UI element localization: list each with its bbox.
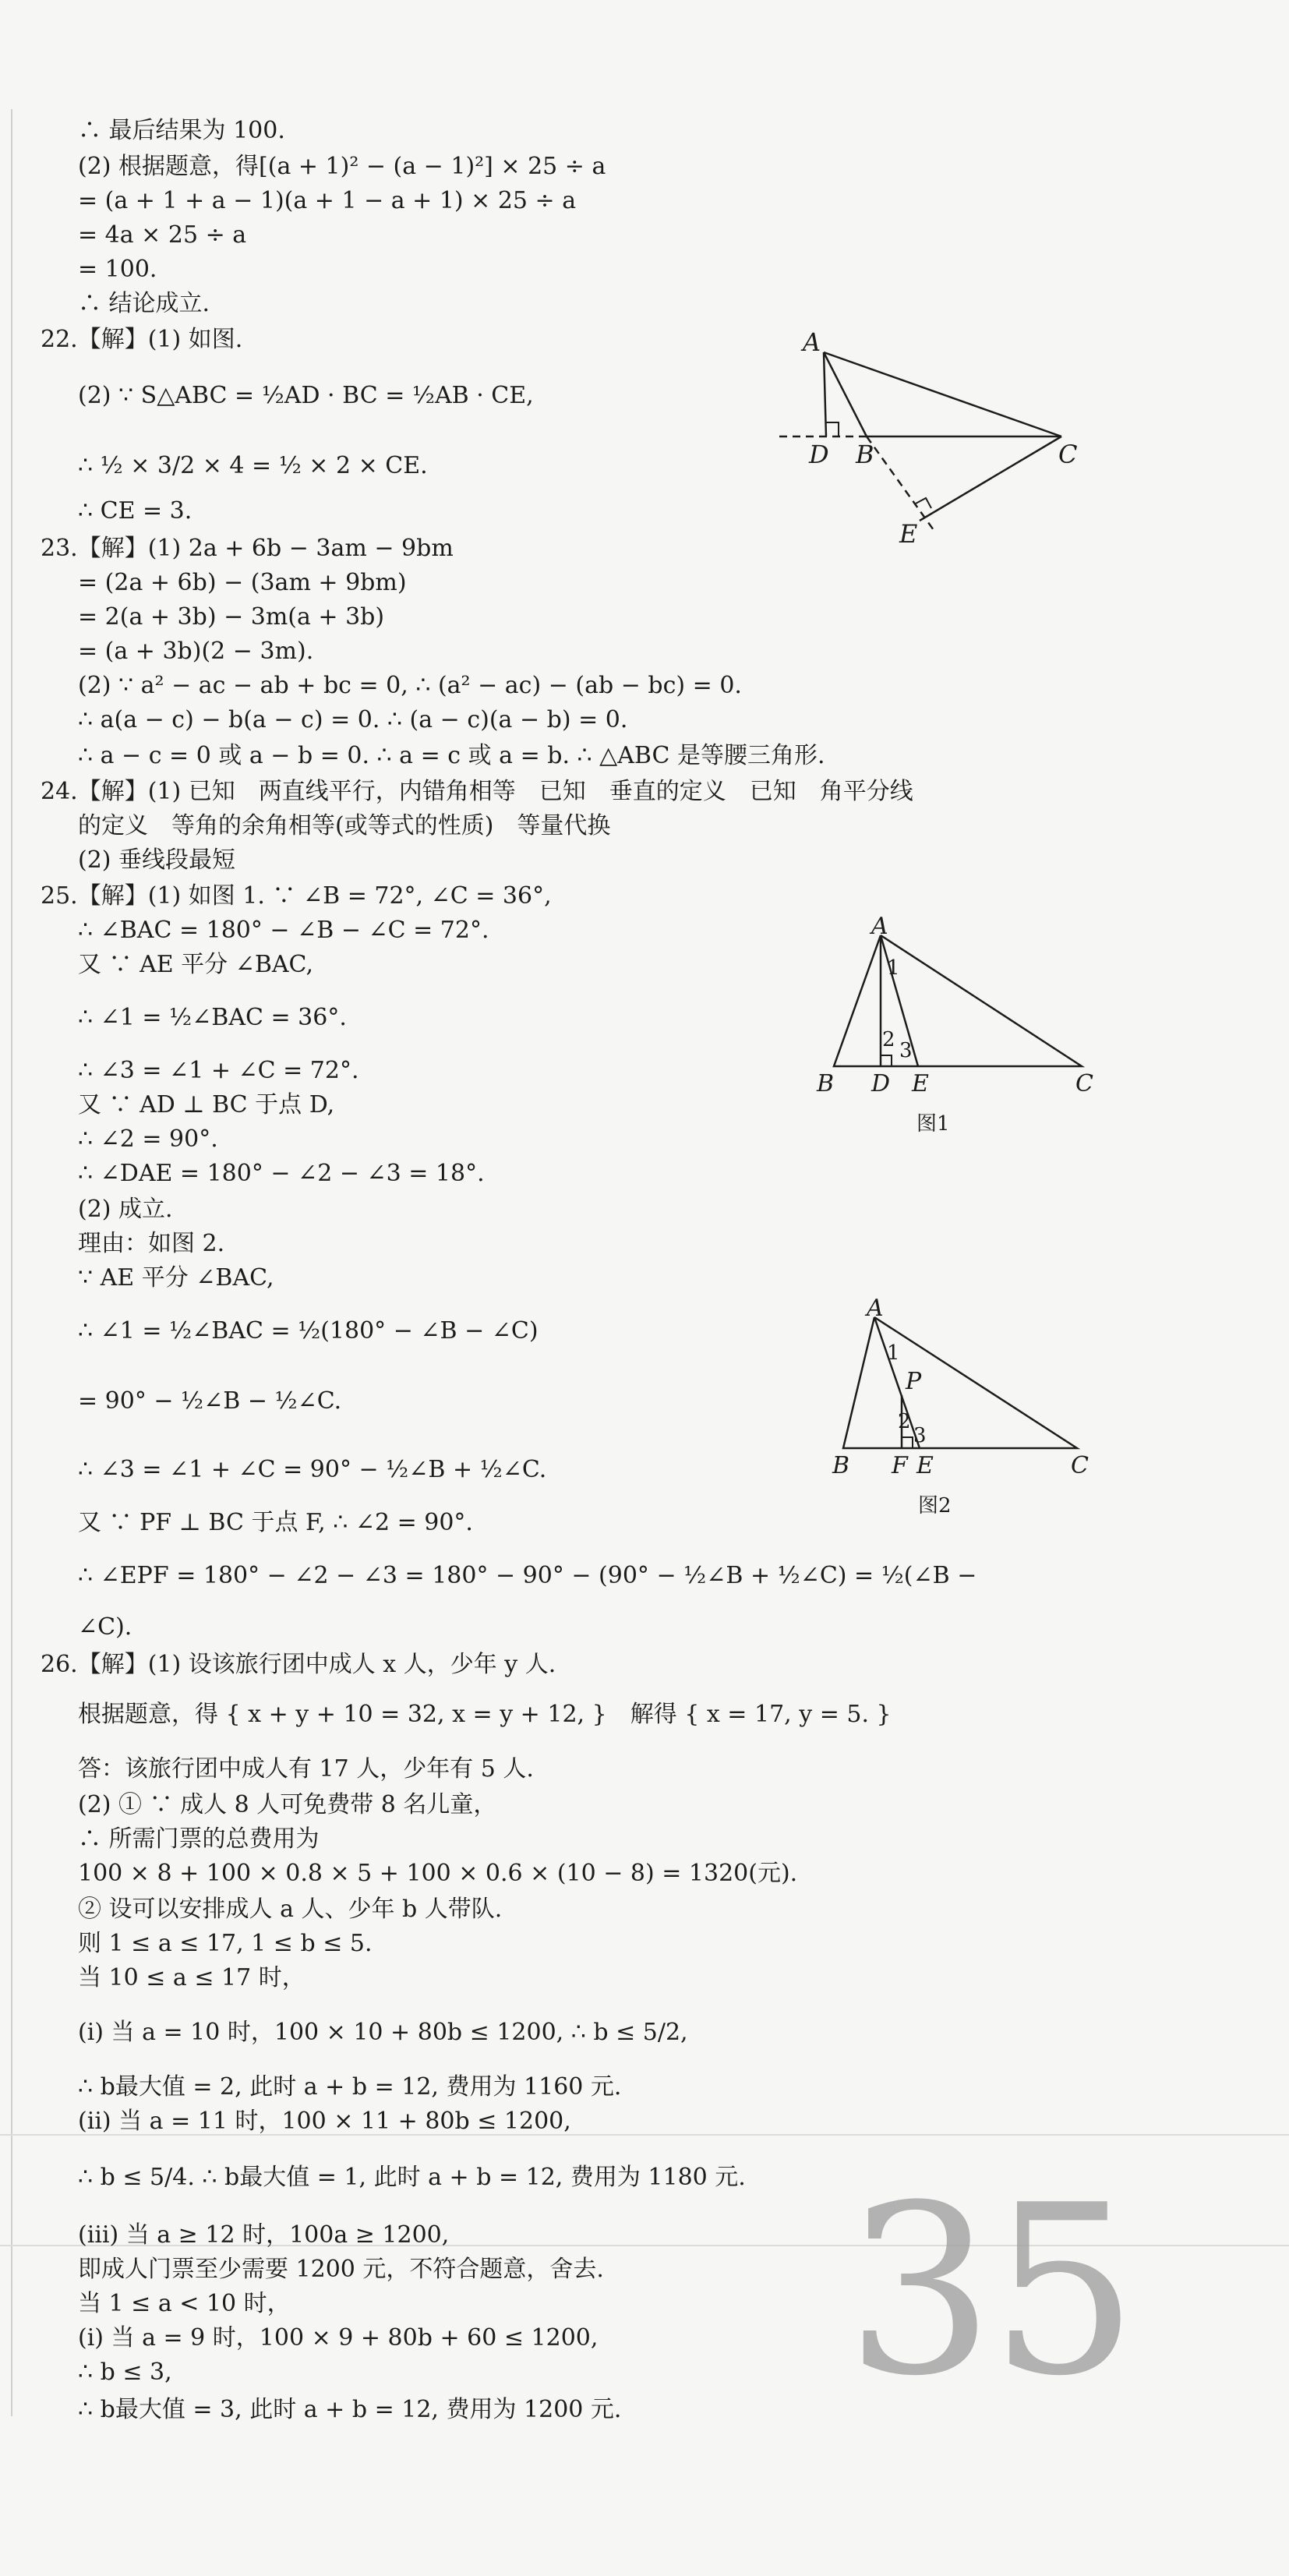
- figure-2-caption: 图2: [918, 1494, 952, 1518]
- text-line: (ⅰ) 当 a = 10 时，100 × 10 + 80b ≤ 1200, ∴ b ≤ 5/2,: [78, 2019, 688, 2046]
- figure-1-q25: [803, 912, 1114, 1161]
- label-e: E: [899, 519, 918, 549]
- text-line: = 100.: [78, 256, 157, 283]
- figure-q22: [764, 320, 1091, 553]
- extension-ab: [867, 436, 934, 530]
- text-line: ∴ ∠1 = ½∠BAC = 36°.: [78, 1004, 347, 1031]
- label-d: D: [809, 440, 829, 469]
- text-line: 当 10 ≤ a ≤ 17 时，: [78, 1964, 305, 1991]
- question-25: 25.【解】(1) 如图 1. ∵ ∠B = 72°, ∠C = 36°,: [41, 882, 552, 910]
- text-line: ∴ ∠1 = ½∠BAC = ½(180° − ∠B − ∠C): [78, 1317, 539, 1345]
- text-line: 又 ∵ AE 平分 ∠BAC,: [78, 951, 313, 978]
- text-line: = (2a + 6b) − (3am + 9bm): [78, 569, 407, 596]
- page-number: 35: [846, 2155, 1134, 2427]
- text-line: 100 × 8 + 100 × 0.8 × 5 + 100 × 0.6 × (10 − 8) = 1320(元).: [78, 1860, 798, 1887]
- text-line: 即成人门票至少需要 1200 元，不符合题意，舍去.: [78, 2256, 604, 2283]
- label-p: P: [906, 1368, 922, 1395]
- right-angle-f: [902, 1437, 913, 1448]
- text-line: (2) ∵ S△ABC = ½AD · BC = ½AB · CE,: [78, 382, 534, 409]
- text-line: (2) 根据题意，得[(a + 1)² − (a − 1)²] × 25 ÷ a: [78, 153, 606, 180]
- text-line: ∴ ½ × 3/2 × 4 = ½ × 2 × CE.: [78, 452, 428, 479]
- angle-2: 2: [898, 1410, 911, 1433]
- question-24: 24.【解】(1) 已知 两直线平行，内错角相等 已知 垂直的定义 已知 角平分线: [41, 778, 913, 805]
- label-b: B: [817, 1070, 835, 1097]
- text-line: ② 设可以安排成人 a 人、少年 b 人带队.: [78, 1896, 503, 1923]
- text-line: ∴ b最大值 = 2, 此时 a + b = 12, 费用为 1160 元.: [78, 2073, 622, 2101]
- text-line: (ⅱ) 当 a = 11 时，100 × 11 + 80b ≤ 1200,: [78, 2108, 571, 2135]
- text-line: ∴ 所需门票的总费用为: [78, 1825, 320, 1853]
- text-line: 答：该旅行团中成人有 17 人，少年有 5 人.: [78, 1755, 534, 1783]
- text-line: ∴ ∠2 = 90°.: [78, 1125, 218, 1153]
- label-a: A: [803, 327, 821, 357]
- text-line: ∴ ∠3 = ∠1 + ∠C = 72°.: [78, 1057, 359, 1084]
- right-angle-d: [881, 1055, 892, 1066]
- question-22: 22.【解】(1) 如图.: [41, 326, 243, 353]
- text-line: (ⅰ) 当 a = 9 时，100 × 9 + 80b + 60 ≤ 1200,: [78, 2324, 599, 2352]
- figure-2-q25: [810, 1294, 1122, 1543]
- text-line: ∴ 结论成立.: [78, 290, 210, 317]
- text-line: ∴ ∠EPF = 180° − ∠2 − ∠3 = 180° − 90° − (90° − ½∠B + ½∠C) = ½(∠B −: [78, 1562, 977, 1589]
- angle-1: 1: [887, 956, 900, 980]
- angle-3: 3: [899, 1039, 913, 1062]
- text-line: ∴ ∠DAE = 180° − ∠2 − ∠3 = 18°.: [78, 1160, 485, 1187]
- label-a: A: [867, 1295, 884, 1322]
- text-line: = 4a × 25 ÷ a: [78, 221, 247, 249]
- text-line: 则 1 ≤ a ≤ 17, 1 ≤ b ≤ 5.: [78, 1930, 373, 1957]
- label-f: F: [892, 1452, 908, 1479]
- text-line: 又 ∵ AD ⊥ BC 于点 D,: [78, 1091, 335, 1118]
- text-line: = (a + 1 + a − 1)(a + 1 − a + 1) × 25 ÷ a: [78, 187, 577, 214]
- text-line: ∴ b ≤ 5/4. ∴ b最大值 = 1, 此时 a + b = 12, 费用为 1180 元.: [78, 2164, 746, 2191]
- text-line: (2) 垂线段最短: [78, 846, 236, 874]
- text-line: = (a + 3b)(2 − 3m).: [78, 638, 314, 665]
- label-d: D: [871, 1070, 891, 1097]
- text-line: ∴ b最大值 = 3, 此时 a + b = 12, 费用为 1200 元.: [78, 2396, 622, 2423]
- text-line: ∠C).: [78, 1613, 132, 1641]
- label-e: E: [912, 1070, 929, 1097]
- text-line: 理由：如图 2.: [78, 1230, 225, 1257]
- text-line: ∴ 最后结果为 100.: [78, 117, 285, 144]
- text-line: (2) ① ∵ 成人 8 人可免费带 8 名儿童，: [78, 1791, 497, 1818]
- label-c: C: [1071, 1452, 1089, 1479]
- angle-2: 2: [882, 1028, 895, 1051]
- label-e: E: [916, 1452, 934, 1479]
- label-c: C: [1058, 440, 1078, 469]
- question-23: 23.【解】(1) 2a + 6b − 3am − 9bm: [41, 535, 454, 562]
- label-c: C: [1075, 1070, 1093, 1097]
- label-b: B: [832, 1452, 850, 1479]
- text-line: ∴ CE = 3.: [78, 497, 192, 525]
- right-angle-d: [826, 422, 839, 436]
- text-line: 的定义 等角的余角相等(或等式的性质) 等量代换: [78, 812, 611, 839]
- text-line: 根据题意，得 { x + y + 10 = 32, x = y + 12, } 解得 { x = 17, y = 5. }: [78, 1701, 892, 1728]
- text-line: (2) ∵ a² − ac − ab + bc = 0, ∴ (a² − ac) − (ab − bc) = 0.: [78, 672, 742, 699]
- text-line: ∴ a(a − c) − b(a − c) = 0. ∴ (a − c)(a − b) = 0.: [78, 706, 628, 733]
- triangle-abc: [843, 1317, 1077, 1448]
- angle-3: 3: [913, 1424, 927, 1447]
- text-line: = 2(a + 3b) − 3m(a + 3b): [78, 603, 385, 631]
- label-b: B: [856, 440, 874, 469]
- text-line: ∵ AE 平分 ∠BAC,: [78, 1264, 274, 1292]
- altitude-ad: [824, 352, 826, 436]
- text-line: (ⅲ) 当 a ≥ 12 时，100a ≥ 1200,: [78, 2221, 450, 2249]
- question-26: 26.【解】(1) 设该旅行团中成人 x 人，少年 y 人.: [41, 1651, 556, 1678]
- text-line: 又 ∵ PF ⊥ BC 于点 F, ∴ ∠2 = 90°.: [78, 1509, 473, 1536]
- text-line: = 90° − ½∠B − ½∠C.: [78, 1387, 342, 1415]
- triangle-abc: [834, 935, 1082, 1066]
- angle-1: 1: [887, 1341, 900, 1365]
- altitude-ce: [920, 436, 1061, 521]
- text-line: ∴ ∠3 = ∠1 + ∠C = 90° − ½∠B + ½∠C.: [78, 1456, 547, 1483]
- margin-rule: [11, 109, 12, 2416]
- text-line: 当 1 ≤ a < 10 时，: [78, 2290, 291, 2317]
- text-line: ∴ b ≤ 3,: [78, 2359, 172, 2386]
- text-line: (2) 成立.: [78, 1196, 173, 1223]
- text-line: ∴ ∠BAC = 180° − ∠B − ∠C = 72°.: [78, 917, 489, 944]
- text-line: ∴ a − c = 0 或 a − b = 0. ∴ a = c 或 a = b. ∴ △ABC 是等腰三角形.: [78, 742, 825, 769]
- label-a: A: [871, 913, 888, 940]
- figure-1-caption: 图1: [916, 1112, 950, 1136]
